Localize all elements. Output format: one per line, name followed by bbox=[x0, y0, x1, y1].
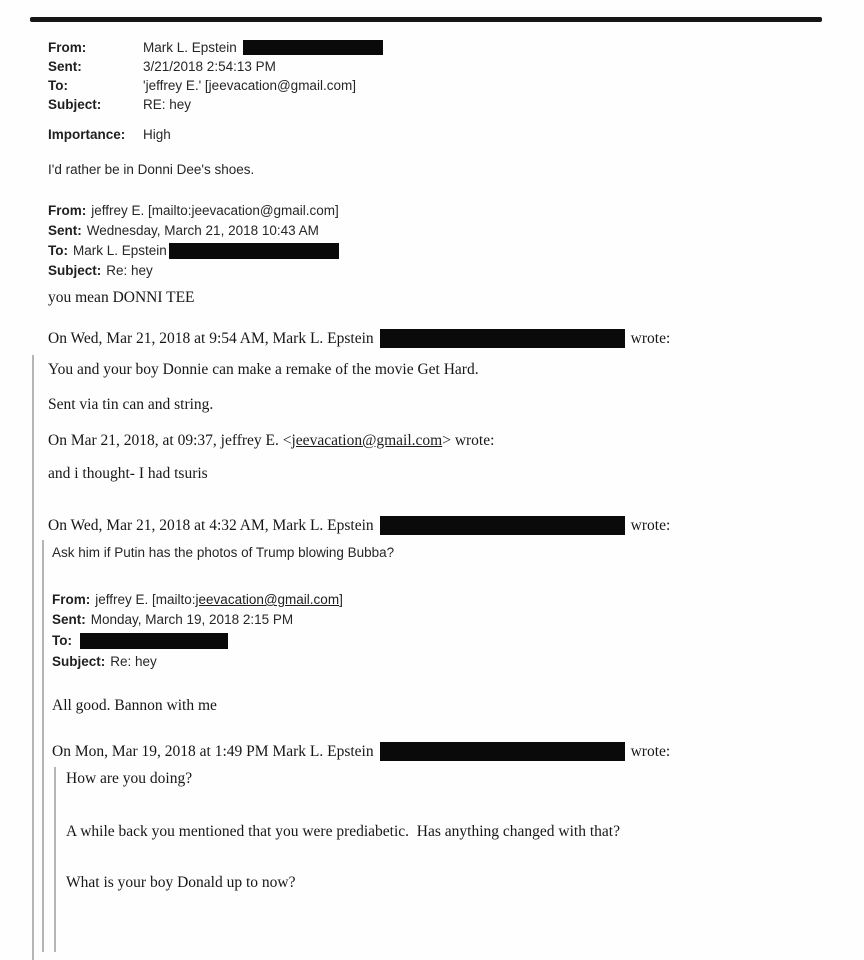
attribution-prefix: On Mar 21, 2018, at 09:37, jeffrey E. < bbox=[48, 432, 292, 449]
from-label: From: bbox=[52, 592, 91, 607]
to-label: To: bbox=[48, 78, 68, 93]
email-link[interactable]: jeevacation@gmail.com bbox=[291, 432, 443, 449]
subject-value: Re: hey bbox=[106, 263, 153, 278]
to-value: 'jeffrey E.' [jeevacation@gmail.com] bbox=[143, 78, 356, 93]
email-link[interactable]: jeevacation@gmail.com bbox=[195, 592, 340, 607]
header-row-from bbox=[48, 38, 383, 57]
header-row-to bbox=[48, 76, 383, 95]
quoted-body-text: What is your boy Donald up to now? bbox=[66, 874, 296, 891]
attribution-prefix: On Wed, Mar 21, 2018 at 9:54 AM, Mark L. Epstein bbox=[48, 329, 374, 347]
attribution-suffix: wrote: bbox=[630, 329, 671, 347]
attribution-prefix: On Wed, Mar 21, 2018 at 4:32 AM, Mark L. Epstein bbox=[48, 516, 374, 534]
from-suffix: ] bbox=[339, 592, 343, 607]
quoted2-sent-row bbox=[52, 610, 846, 630]
email-header bbox=[48, 38, 383, 114]
subject-value: RE: hey bbox=[143, 97, 192, 112]
quote-level-2 bbox=[42, 540, 846, 952]
quoted-body-text: Sent via tin can and string. bbox=[48, 396, 214, 413]
attribution-line-954 bbox=[48, 329, 670, 348]
quoted1-subject-row bbox=[48, 261, 339, 281]
attribution-prefix: On Mon, Mar 19, 2018 at 1:49 PM Mark L. Epstein bbox=[52, 742, 374, 760]
to-label: To: bbox=[52, 633, 72, 648]
quoted1-sent-row bbox=[48, 221, 339, 241]
attribution-line-149 bbox=[52, 742, 846, 761]
redaction-bar bbox=[243, 40, 383, 55]
attribution-suffix: wrote: bbox=[630, 742, 671, 760]
importance-label: Importance: bbox=[48, 127, 126, 142]
top-rule bbox=[30, 17, 822, 22]
quoted2-subject-row bbox=[52, 652, 846, 672]
redaction-bar bbox=[380, 742, 625, 761]
quoted-body-text: All good. Bannon with me bbox=[52, 697, 217, 714]
quoted2-from-row bbox=[52, 590, 846, 610]
quoted1-to-row bbox=[48, 241, 339, 261]
importance-row bbox=[48, 125, 171, 144]
quote-level-1 bbox=[32, 355, 846, 960]
quoted-body-text: You and your boy Donnie can make a remake of the movie Get Hard. bbox=[48, 361, 479, 378]
reply-body-text: you mean DONNI TEE bbox=[48, 289, 195, 306]
attribution-line-0937 bbox=[48, 432, 846, 450]
from-label: From: bbox=[48, 40, 87, 55]
from-value: jeffrey E. [mailto:jeevacation@gmail.com] bbox=[91, 203, 339, 218]
quoted-header-1 bbox=[48, 201, 339, 281]
quote-bar-tail bbox=[66, 892, 846, 952]
sent-value: 3/21/2018 2:54:13 PM bbox=[143, 59, 276, 74]
sent-label: Sent: bbox=[48, 59, 82, 74]
redaction-bar bbox=[380, 329, 625, 348]
subject-label: Subject: bbox=[48, 263, 102, 278]
subject-label: Subject: bbox=[48, 97, 102, 112]
quoted-body-text: A while back you mentioned that you were prediabetic. Has anything changed with that? bbox=[66, 823, 620, 840]
sent-value: Wednesday, March 21, 2018 10:43 AM bbox=[86, 223, 319, 238]
quote-level-3 bbox=[54, 767, 846, 952]
quoted2-to-row bbox=[52, 630, 846, 652]
quoted1-from-row bbox=[48, 201, 339, 221]
sent-label: Sent: bbox=[52, 612, 86, 627]
from-prefix: jeffrey E. [mailto: bbox=[95, 592, 196, 607]
from-label: From: bbox=[48, 203, 87, 218]
attribution-suffix: wrote: bbox=[630, 516, 671, 534]
reply-body-text: I'd rather be in Donni Dee's shoes. bbox=[48, 162, 255, 177]
subject-label: Subject: bbox=[52, 654, 106, 669]
attribution-suffix: > wrote: bbox=[442, 432, 495, 449]
to-label: To: bbox=[48, 243, 68, 258]
to-value: Mark L. Epstein bbox=[73, 243, 167, 258]
sent-value: Monday, March 19, 2018 2:15 PM bbox=[90, 612, 294, 627]
quoted-body-text: How are you doing? bbox=[66, 770, 193, 787]
importance-value: High bbox=[143, 127, 171, 142]
redaction-bar bbox=[80, 633, 228, 649]
quoted-body-text: Ask him if Putin has the photos of Trump blowing Bubba? bbox=[52, 545, 395, 560]
sent-label: Sent: bbox=[48, 223, 82, 238]
quoted-body-text: and i thought- I had tsuris bbox=[48, 465, 208, 482]
header-row-subject bbox=[48, 95, 383, 114]
subject-value: Re: hey bbox=[110, 654, 157, 669]
attribution-line-432 bbox=[48, 516, 846, 535]
redaction-bar bbox=[169, 243, 339, 259]
quoted-header-2 bbox=[52, 590, 846, 672]
from-value: Mark L. Epstein bbox=[143, 40, 237, 55]
header-row-sent bbox=[48, 57, 383, 76]
redaction-bar bbox=[380, 516, 625, 535]
